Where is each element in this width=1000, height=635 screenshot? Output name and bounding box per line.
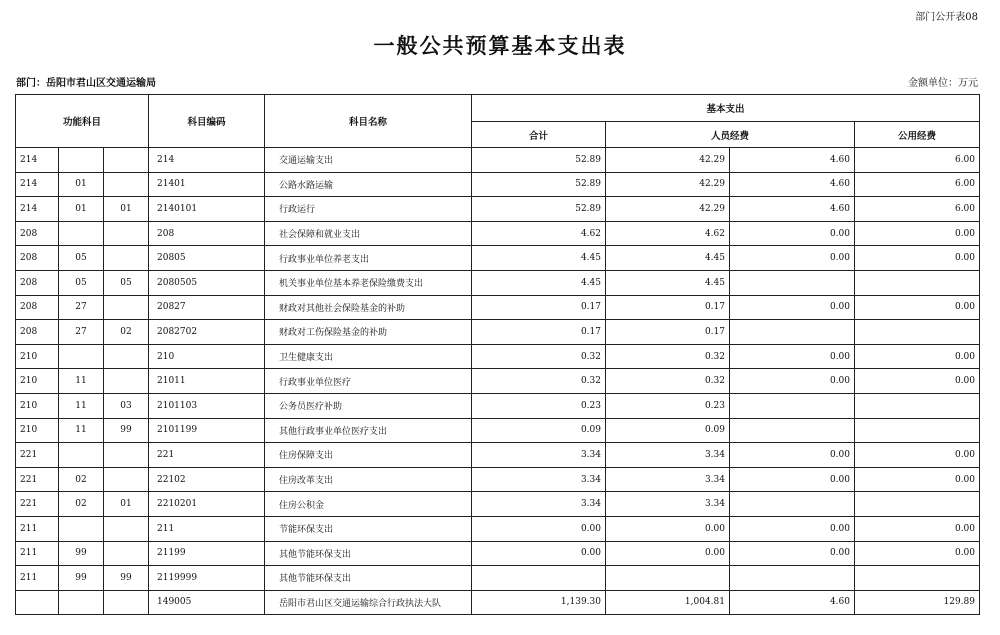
cell-section (59, 344, 104, 369)
page-title: 一般公共预算基本支出表 (373, 33, 627, 58)
cell-personnel: 4.45 (606, 246, 730, 271)
cell-subject-code: 21401 (149, 172, 265, 197)
header-subject-code: 科目编码 (149, 95, 265, 148)
cell-class: 211 (16, 566, 59, 591)
table-row (16, 492, 980, 517)
cell-item: 99 (104, 418, 149, 443)
cell-total: 52.89 (472, 172, 606, 197)
cell-total (472, 566, 606, 591)
table-row (16, 148, 980, 173)
cell-personnel-2: 4.60 (730, 197, 855, 222)
cell-personnel-2 (730, 270, 855, 295)
cell-subject-name: 机关事业单位基本养老保险缴费支出 (265, 270, 472, 295)
cell-item (104, 590, 149, 615)
cell-subject-name: 行政运行 (265, 197, 472, 222)
table-row (16, 172, 980, 197)
cell-public: 0.00 (855, 516, 980, 541)
table-row (16, 197, 980, 222)
table-row (16, 467, 980, 492)
table-row (16, 270, 980, 295)
cell-personnel: 42.29 (606, 197, 730, 222)
cell-public (855, 393, 980, 418)
cell-subject-name: 财政对其他社会保险基金的补助 (265, 295, 472, 320)
form-number: 部门公开表08 (915, 12, 978, 23)
cell-subject-code: 21199 (149, 541, 265, 566)
cell-item (104, 295, 149, 320)
cell-total: 0.17 (472, 295, 606, 320)
cell-class: 211 (16, 541, 59, 566)
cell-subject-name: 住房保障支出 (265, 443, 472, 468)
table-row (16, 221, 980, 246)
cell-subject-name: 其他节能环保支出 (265, 541, 472, 566)
cell-public (855, 270, 980, 295)
cell-subject-name: 行政事业单位养老支出 (265, 246, 472, 271)
cell-public: 0.00 (855, 344, 980, 369)
cell-personnel: 4.45 (606, 270, 730, 295)
cell-class: 214 (16, 172, 59, 197)
cell-subject-code: 211 (149, 516, 265, 541)
cell-personnel: 42.29 (606, 172, 730, 197)
cell-personnel-2: 0.00 (730, 246, 855, 271)
cell-section: 11 (59, 418, 104, 443)
cell-item (104, 148, 149, 173)
table-row (16, 541, 980, 566)
cell-subject-name: 住房改革支出 (265, 467, 472, 492)
cell-personnel: 42.29 (606, 148, 730, 173)
cell-personnel: 0.17 (606, 295, 730, 320)
table-row (16, 246, 980, 271)
cell-personnel-2: 0.00 (730, 369, 855, 394)
cell-item: 02 (104, 320, 149, 345)
cell-subject-name: 公路水路运输 (265, 172, 472, 197)
cell-total: 0.32 (472, 369, 606, 394)
cell-personnel: 3.34 (606, 467, 730, 492)
table-row (16, 590, 980, 615)
cell-class: 210 (16, 344, 59, 369)
cell-class: 208 (16, 320, 59, 345)
cell-section: 27 (59, 295, 104, 320)
cell-public (855, 418, 980, 443)
cell-personnel: 4.62 (606, 221, 730, 246)
table-row (16, 295, 980, 320)
cell-personnel-2: 4.60 (730, 148, 855, 173)
cell-section: 99 (59, 566, 104, 591)
cell-section (59, 443, 104, 468)
cell-subject-code: 20827 (149, 295, 265, 320)
cell-class: 221 (16, 443, 59, 468)
cell-section (59, 148, 104, 173)
cell-section: 02 (59, 492, 104, 517)
cell-personnel-2: 0.00 (730, 516, 855, 541)
cell-subject-code: 221 (149, 443, 265, 468)
header-subject-name: 科目名称 (265, 95, 472, 148)
cell-public: 0.00 (855, 467, 980, 492)
table-row (16, 443, 980, 468)
cell-subject-name: 岳阳市君山区交通运输综合行政执法大队 (265, 590, 472, 615)
cell-item (104, 344, 149, 369)
cell-subject-name: 节能环保支出 (265, 516, 472, 541)
cell-total: 52.89 (472, 197, 606, 222)
cell-item (104, 443, 149, 468)
table-row (16, 369, 980, 394)
table-row (16, 344, 980, 369)
cell-item: 03 (104, 393, 149, 418)
cell-personnel: 0.32 (606, 369, 730, 394)
cell-class: 208 (16, 221, 59, 246)
cell-personnel: 0.09 (606, 418, 730, 443)
cell-total: 3.34 (472, 443, 606, 468)
cell-subject-name: 社会保障和就业支出 (265, 221, 472, 246)
cell-class: 210 (16, 418, 59, 443)
table-row (16, 418, 980, 443)
header-total: 合计 (472, 122, 606, 148)
cell-section: 02 (59, 467, 104, 492)
cell-class (16, 590, 59, 615)
cell-personnel-2 (730, 320, 855, 345)
cell-subject-code: 21011 (149, 369, 265, 394)
cell-subject-code: 208 (149, 221, 265, 246)
cell-section: 01 (59, 172, 104, 197)
header-public: 公用经费 (855, 122, 980, 148)
cell-item (104, 221, 149, 246)
cell-personnel-2: 0.00 (730, 295, 855, 320)
cell-personnel: 0.00 (606, 541, 730, 566)
cell-subject-name: 卫生健康支出 (265, 344, 472, 369)
cell-section: 05 (59, 246, 104, 271)
cell-personnel-2 (730, 492, 855, 517)
cell-subject-name: 住房公积金 (265, 492, 472, 517)
cell-subject-code: 214 (149, 148, 265, 173)
cell-section: 05 (59, 270, 104, 295)
cell-personnel (606, 566, 730, 591)
budget-expense-table (15, 94, 980, 615)
cell-public: 0.00 (855, 221, 980, 246)
cell-total: 4.62 (472, 221, 606, 246)
cell-total: 0.00 (472, 516, 606, 541)
cell-personnel-2: 0.00 (730, 344, 855, 369)
table-row (16, 516, 980, 541)
cell-subject-code: 2119999 (149, 566, 265, 591)
cell-personnel: 0.00 (606, 516, 730, 541)
cell-personnel: 1,004.81 (606, 590, 730, 615)
cell-personnel: 0.32 (606, 344, 730, 369)
cell-subject-name: 公务员医疗补助 (265, 393, 472, 418)
cell-public: 0.00 (855, 443, 980, 468)
cell-item: 05 (104, 270, 149, 295)
cell-item: 99 (104, 566, 149, 591)
cell-personnel-2: 0.00 (730, 443, 855, 468)
cell-item (104, 172, 149, 197)
department-label: 部门：岳阳市君山区交通运输局 (16, 78, 156, 89)
cell-section (59, 221, 104, 246)
cell-personnel: 0.23 (606, 393, 730, 418)
cell-item (104, 369, 149, 394)
cell-public: 0.00 (855, 295, 980, 320)
cell-subject-code: 2140101 (149, 197, 265, 222)
cell-total: 1,139.30 (472, 590, 606, 615)
cell-public: 0.00 (855, 369, 980, 394)
cell-item (104, 541, 149, 566)
table-row (16, 320, 980, 345)
cell-subject-name: 交通运输支出 (265, 148, 472, 173)
cell-item (104, 246, 149, 271)
cell-subject-code: 2101103 (149, 393, 265, 418)
cell-total: 4.45 (472, 246, 606, 271)
cell-public: 0.00 (855, 246, 980, 271)
header-basic-expense: 基本支出 (472, 95, 980, 122)
cell-subject-code: 20805 (149, 246, 265, 271)
cell-personnel-2: 4.60 (730, 172, 855, 197)
cell-section: 99 (59, 541, 104, 566)
cell-total: 0.00 (472, 541, 606, 566)
cell-section: 11 (59, 393, 104, 418)
cell-class: 211 (16, 516, 59, 541)
cell-section: 11 (59, 369, 104, 394)
cell-total: 0.09 (472, 418, 606, 443)
cell-section (59, 516, 104, 541)
cell-subject-code: 149005 (149, 590, 265, 615)
cell-class: 221 (16, 492, 59, 517)
cell-item (104, 467, 149, 492)
cell-subject-name: 其他节能环保支出 (265, 566, 472, 591)
cell-public (855, 566, 980, 591)
cell-section: 01 (59, 197, 104, 222)
cell-public: 129.89 (855, 590, 980, 615)
cell-class: 214 (16, 148, 59, 173)
cell-section: 27 (59, 320, 104, 345)
cell-subject-name: 财政对工伤保险基金的补助 (265, 320, 472, 345)
cell-class: 210 (16, 393, 59, 418)
cell-subject-code: 2082702 (149, 320, 265, 345)
cell-class: 210 (16, 369, 59, 394)
cell-public: 0.00 (855, 541, 980, 566)
cell-total: 0.23 (472, 393, 606, 418)
cell-personnel-2: 0.00 (730, 467, 855, 492)
cell-subject-code: 22102 (149, 467, 265, 492)
cell-total: 0.32 (472, 344, 606, 369)
header-func-subject: 功能科目 (16, 95, 149, 148)
cell-subject-code: 210 (149, 344, 265, 369)
cell-subject-code: 2080505 (149, 270, 265, 295)
cell-subject-code: 2210201 (149, 492, 265, 517)
cell-total: 4.45 (472, 270, 606, 295)
cell-public (855, 492, 980, 517)
table-row (16, 393, 980, 418)
cell-personnel-2: 4.60 (730, 590, 855, 615)
cell-total: 3.34 (472, 467, 606, 492)
cell-item (104, 516, 149, 541)
cell-public: 6.00 (855, 148, 980, 173)
cell-subject-code: 2101199 (149, 418, 265, 443)
cell-item: 01 (104, 197, 149, 222)
cell-personnel-2 (730, 393, 855, 418)
cell-personnel-2 (730, 566, 855, 591)
cell-class: 208 (16, 246, 59, 271)
header-personnel: 人员经费 (606, 122, 855, 148)
cell-public: 6.00 (855, 197, 980, 222)
cell-personnel-2: 0.00 (730, 541, 855, 566)
cell-item: 01 (104, 492, 149, 517)
cell-public: 6.00 (855, 172, 980, 197)
cell-total: 52.89 (472, 148, 606, 173)
cell-subject-name: 行政事业单位医疗 (265, 369, 472, 394)
cell-total: 3.34 (472, 492, 606, 517)
amount-unit-label: 金额单位：万元 (908, 78, 978, 89)
cell-personnel: 3.34 (606, 443, 730, 468)
cell-class: 214 (16, 197, 59, 222)
cell-personnel: 0.17 (606, 320, 730, 345)
cell-total: 0.17 (472, 320, 606, 345)
cell-public (855, 320, 980, 345)
cell-subject-name: 其他行政事业单位医疗支出 (265, 418, 472, 443)
cell-class: 221 (16, 467, 59, 492)
table-row (16, 566, 980, 591)
cell-class: 208 (16, 295, 59, 320)
cell-class: 208 (16, 270, 59, 295)
cell-personnel-2 (730, 418, 855, 443)
cell-section (59, 590, 104, 615)
cell-personnel-2: 0.00 (730, 221, 855, 246)
cell-personnel: 3.34 (606, 492, 730, 517)
